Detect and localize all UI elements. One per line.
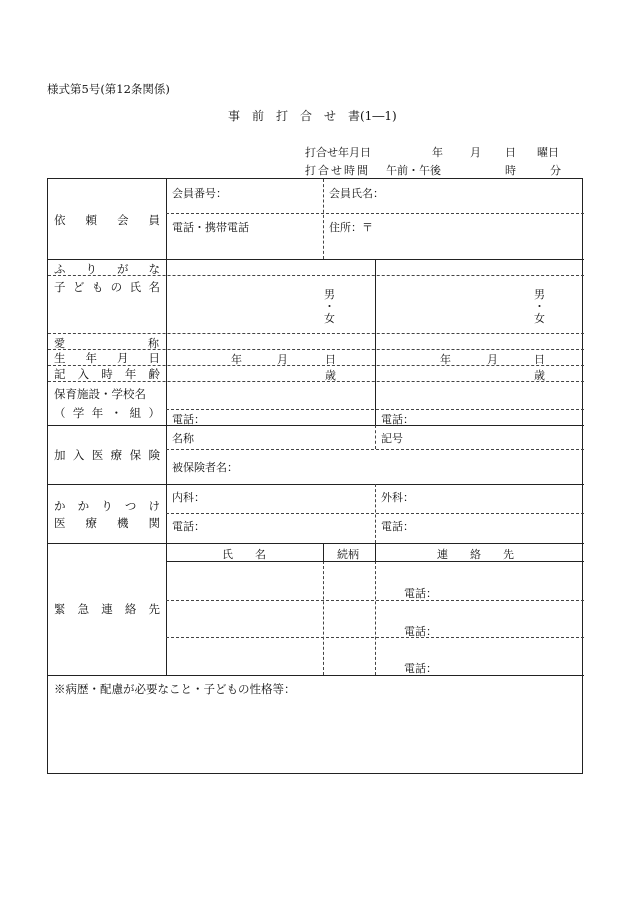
meeting-weekday: 曜日	[537, 146, 559, 159]
divider	[48, 333, 584, 334]
divider	[48, 543, 584, 544]
char: も	[91, 280, 104, 294]
emergency-phone-1[interactable]: 電話：	[404, 587, 437, 600]
birth-year-1[interactable]: 年	[231, 353, 242, 366]
char: の	[110, 280, 123, 294]
divider	[166, 449, 584, 450]
divider	[48, 381, 584, 382]
school-phone-1[interactable]: 電話：	[172, 413, 205, 426]
age-label	[54, 366, 160, 382]
char: け	[148, 499, 160, 513]
divider	[48, 484, 584, 485]
member-name-field[interactable]: 会員氏名：	[329, 187, 384, 200]
gender-male-1[interactable]: 男	[324, 288, 335, 301]
divider	[48, 425, 584, 426]
char: り	[101, 499, 113, 513]
char: ・	[110, 406, 123, 420]
birth-year-2[interactable]: 年	[440, 353, 451, 366]
insurance-symbol-field[interactable]: 記号	[381, 432, 403, 445]
char: 年	[91, 406, 104, 420]
form-table	[47, 178, 583, 774]
char: 先	[148, 602, 160, 616]
char: 記	[54, 367, 66, 381]
birth-day-1[interactable]: 日	[325, 353, 336, 366]
divider	[166, 600, 584, 601]
divider	[166, 409, 584, 410]
child-name-label	[54, 279, 160, 295]
surgery-field[interactable]: 外科：	[381, 491, 414, 504]
gender-female-1[interactable]: 女	[324, 312, 335, 325]
char: ど	[72, 280, 85, 294]
internal-medicine-field[interactable]: 内科：	[172, 491, 205, 504]
col-contact-header: 連 絡 先	[437, 548, 514, 561]
meeting-minute: 分	[550, 164, 561, 177]
divider	[166, 561, 584, 562]
char: 加	[54, 448, 66, 462]
divider	[375, 561, 376, 675]
gender-dot-1: ・	[324, 300, 335, 313]
divider	[375, 543, 376, 561]
char: 保	[129, 448, 142, 462]
col-name-header: 氏 名	[222, 548, 266, 561]
char: な	[148, 262, 160, 276]
clinic-phone-1[interactable]: 電話：	[172, 520, 205, 533]
member-number-field[interactable]: 会員番号：	[172, 187, 227, 200]
char: 急	[77, 602, 90, 616]
divider	[48, 275, 584, 276]
divider	[375, 259, 376, 425]
char: 氏	[129, 280, 142, 294]
char: 時	[101, 367, 113, 381]
gender-male-2[interactable]: 男	[534, 288, 545, 301]
char: 療	[110, 448, 123, 462]
meeting-hour: 時	[505, 164, 516, 177]
birth-month-2[interactable]: 月	[487, 353, 498, 366]
char: 組	[129, 406, 142, 420]
char: 機	[117, 516, 129, 530]
divider	[323, 179, 324, 259]
char: が	[117, 262, 129, 276]
form-number: 様式第5号(第12条関係)	[47, 82, 170, 96]
char: 絡	[124, 602, 137, 616]
char: 医	[91, 448, 104, 462]
emergency-label	[54, 601, 160, 617]
school-phone-2[interactable]: 電話：	[381, 413, 414, 426]
meeting-day: 日	[505, 146, 516, 159]
birth-month-1[interactable]: 月	[277, 353, 288, 366]
char: 齢	[148, 367, 160, 381]
phone-mobile-field[interactable]: 電話・携帯電話	[172, 221, 249, 234]
meeting-time-label: 打合せ時間	[305, 164, 370, 177]
char: 月	[117, 351, 129, 365]
char: つ	[124, 499, 137, 513]
char: 医	[54, 516, 66, 530]
char: 学	[72, 406, 85, 420]
age-unit-1[interactable]: 歳	[325, 369, 336, 382]
char: 依	[54, 213, 66, 227]
char: 入	[77, 367, 90, 381]
char: （	[54, 406, 66, 420]
col-relation-header: 続柄	[337, 548, 359, 561]
char: 員	[148, 213, 160, 227]
insurance-label	[54, 447, 160, 463]
divider	[48, 675, 584, 676]
school-label-2	[54, 405, 160, 421]
char: 頼	[85, 213, 97, 227]
char: 療	[85, 516, 97, 530]
meeting-date-label: 打合せ年月日	[305, 146, 371, 159]
char: 会	[117, 213, 129, 227]
char: り	[85, 262, 97, 276]
insured-person-field[interactable]: 被保険者名：	[172, 461, 238, 474]
clinic-label-2	[54, 515, 160, 531]
char: 連	[101, 602, 113, 616]
nickname-label-b: 称	[148, 337, 159, 350]
birth-day-2[interactable]: 日	[534, 353, 545, 366]
notes-field[interactable]: ※病歴・配慮が必要なこと・子どもの性格等：	[54, 682, 296, 696]
nickname-label-a: 愛	[54, 337, 65, 350]
char: 名	[148, 280, 160, 294]
divider	[166, 637, 584, 638]
clinic-label-1	[54, 498, 160, 514]
school-label-1: 保育施設・学校名	[54, 387, 146, 401]
char: 入	[72, 448, 85, 462]
gender-dot-2: ・	[534, 300, 545, 313]
emergency-phone-3[interactable]: 電話：	[404, 662, 437, 675]
clinic-phone-2[interactable]: 電話：	[381, 520, 414, 533]
age-unit-2[interactable]: 歳	[534, 369, 545, 382]
address-field[interactable]: 住所：〒	[329, 221, 373, 234]
meeting-year: 年	[432, 146, 443, 159]
char: ）	[148, 406, 160, 420]
divider	[375, 425, 376, 449]
char: 関	[148, 516, 160, 530]
char: 険	[148, 448, 160, 462]
meeting-month: 月	[470, 146, 481, 159]
page-title: 事 前 打 合 せ 書(1―1)	[228, 109, 397, 123]
char: 子	[54, 280, 66, 294]
requesting-member-label	[54, 212, 160, 228]
divider	[323, 543, 324, 561]
divider	[166, 513, 584, 514]
insurance-name-field[interactable]: 名称	[172, 432, 194, 445]
emergency-phone-2[interactable]: 電話：	[404, 625, 437, 638]
divider	[48, 259, 584, 260]
char: 年	[124, 367, 137, 381]
birthdate-label	[54, 350, 160, 366]
char: ふ	[54, 262, 66, 276]
char: か	[54, 499, 66, 513]
char: 生	[54, 351, 66, 365]
char: か	[77, 499, 90, 513]
char: 緊	[54, 602, 66, 616]
divider	[323, 561, 324, 675]
gender-female-2[interactable]: 女	[534, 312, 545, 325]
divider	[166, 213, 584, 214]
char: 日	[148, 351, 160, 365]
meeting-ampm: 午前・午後	[386, 164, 441, 177]
char: 年	[85, 351, 97, 365]
